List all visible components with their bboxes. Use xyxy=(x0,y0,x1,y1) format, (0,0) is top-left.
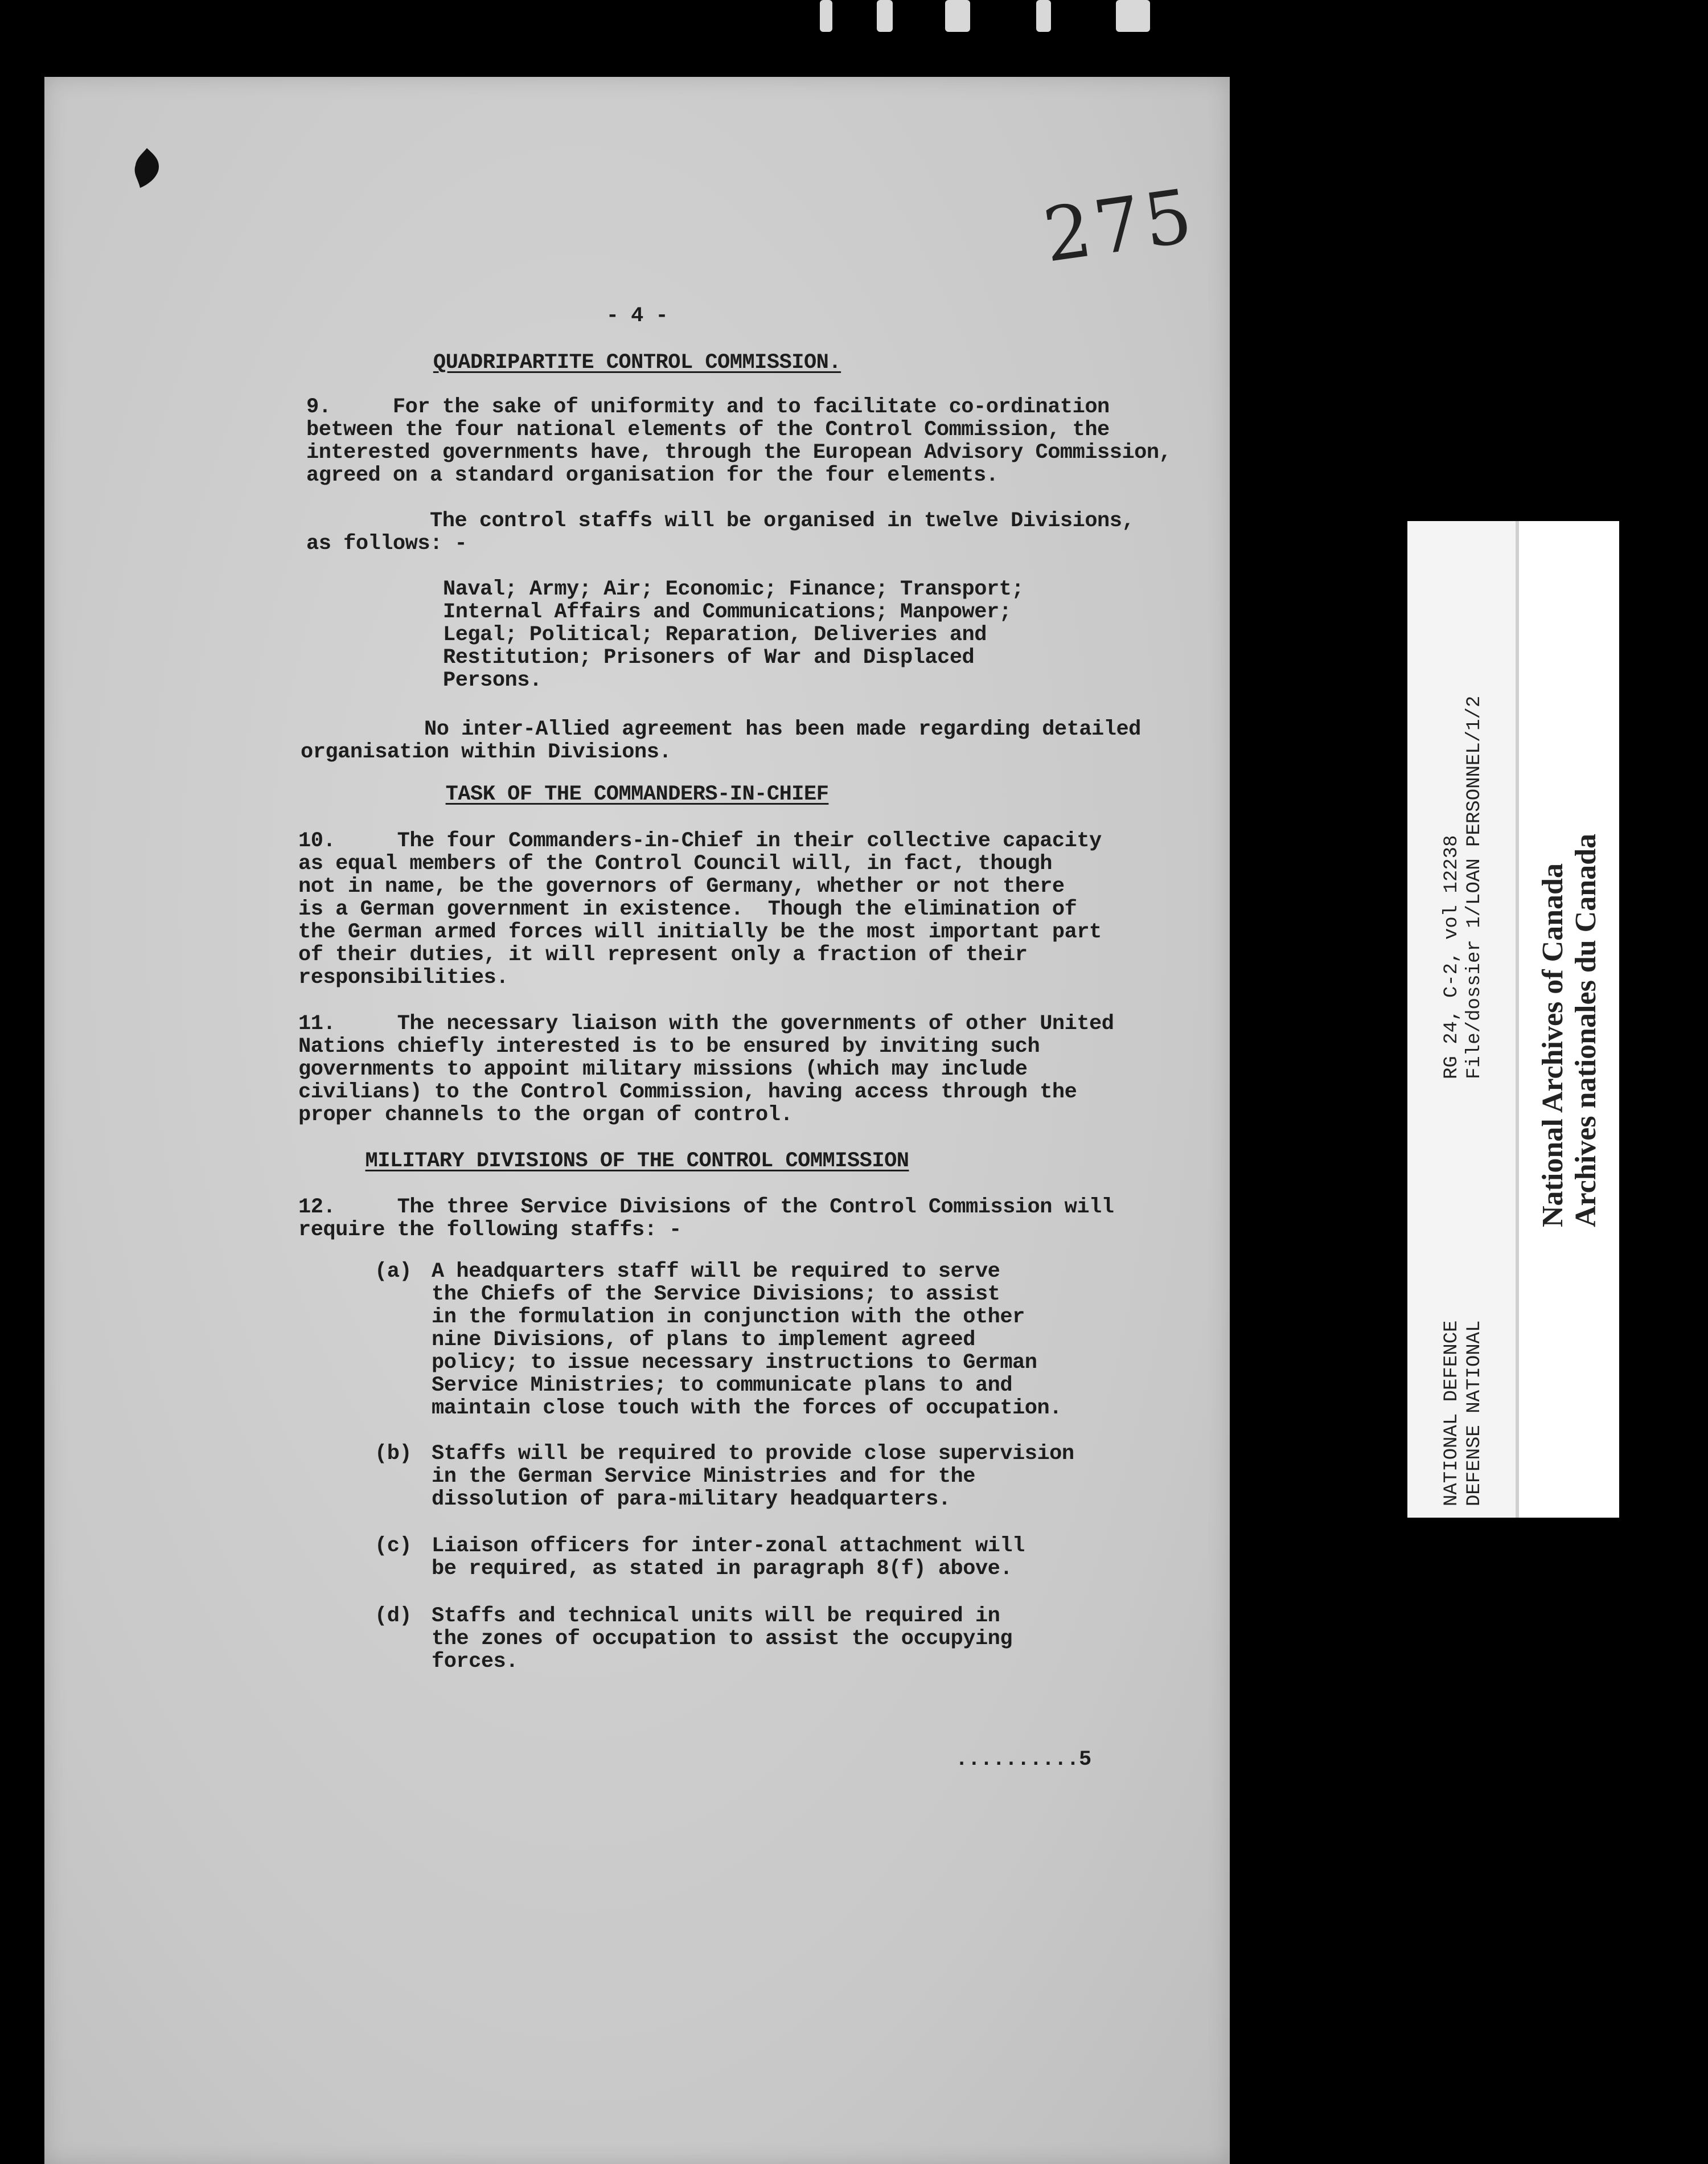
department-line-1: NATIONAL DEFENCE xyxy=(1441,1320,1463,1506)
film-edge-marks xyxy=(820,0,1173,34)
item-text: Liaison officers for inter-zonal attachment will be required, as stated in paragraph 8(f) above. xyxy=(432,1534,1025,1581)
paragraph-9: 9. For the sake of uniformity and to facilitate co-ordination between the four national elements of the Control Commission, the interested governments have, through the European Advisory Commission, agreed on a standard organisation for the four elements. xyxy=(306,395,1172,487)
paragraph-9-staffs: The control staffs will be organised in twelve Divisions, as follows: - xyxy=(306,509,1135,556)
document-page xyxy=(44,77,1230,2164)
item-marker: (a) xyxy=(375,1260,412,1284)
continuation-marker: ..........5 xyxy=(955,1748,1091,1772)
institution-name-en: National Archives of Canada xyxy=(1537,863,1569,1227)
heading-quadripartite: QUADRIPARTITE CONTROL COMMISSION. xyxy=(433,351,841,375)
archive-label-reference-panel xyxy=(1407,521,1518,1518)
ink-blot xyxy=(130,145,164,191)
archive-reference-line-1: RG 24, C-2, vol 12238 xyxy=(1441,835,1463,1079)
department-line-2: DEFENSE NATIONAL xyxy=(1464,1320,1485,1506)
item-text: A headquarters staff will be required to serve the Chiefs of the Service Divisions; to assist in the formulation in conjunction with the other nine Divisions, of plans to implement agreed policy; to issue necessary instructions to German Service Ministries; to communicate plans to and maintain close touch with the forces of occupation. xyxy=(432,1260,1062,1420)
paragraph-9-agreement: No inter-Allied agreement has been made regarding detailed organisation within Divisions. xyxy=(301,718,1141,764)
divisions-list: Naval; Army; Air; Economic; Finance; Transport; Internal Affairs and Communications; Manpower; Legal; Political; Reparation, Deliveries and Restitution; Prisoners of War and Displaced Persons. xyxy=(443,577,1024,692)
archive-label-strip xyxy=(1407,521,1619,1518)
heading-task: TASK OF THE COMMANDERS-IN-CHIEF xyxy=(445,782,829,806)
folio-number: 275 xyxy=(1038,172,1201,279)
item-marker: (d) xyxy=(375,1604,412,1628)
page-number: - 4 - xyxy=(606,304,668,328)
paragraph-10: 10. The four Commanders-in-Chief in their collective capacity as equal members of the Control Council will, in fact, though not in name, be the governors of Germany, whether or not there is a German government in existence. Though the elimination of the German armed forces will initially be the most important part of their duties, it will represent only a fraction of their responsibilities. xyxy=(298,829,1102,990)
paragraph-11: 11. The necessary liaison with the governments of other United Nations chiefly interested is to be ensured by inviting such governments to appoint military missions (which may include civilians) to the Control Commission, having access through the proper channels to the organ of control. xyxy=(298,1012,1114,1127)
institution-name-fr: Archives nationales du Canada xyxy=(1570,833,1602,1227)
item-marker: (c) xyxy=(375,1534,412,1558)
paragraph-12: 12. The three Service Divisions of the Control Commission will require the following staffs: - xyxy=(298,1195,1114,1242)
item-text: Staffs will be required to provide close supervision in the German Service Ministries and for the dissolution of para-military headquarters. xyxy=(432,1442,1074,1511)
heading-military: MILITARY DIVISIONS OF THE CONTROL COMMISSION xyxy=(365,1149,909,1173)
item-text: Staffs and technical units will be required in the zones of occupation to assist the occupying forces. xyxy=(432,1604,1013,1674)
label-divider xyxy=(1516,521,1519,1518)
archive-reference-line-2: File/dossier 1/LOAN PERSONNEL/1/2 xyxy=(1464,695,1485,1079)
item-marker: (b) xyxy=(375,1442,412,1466)
